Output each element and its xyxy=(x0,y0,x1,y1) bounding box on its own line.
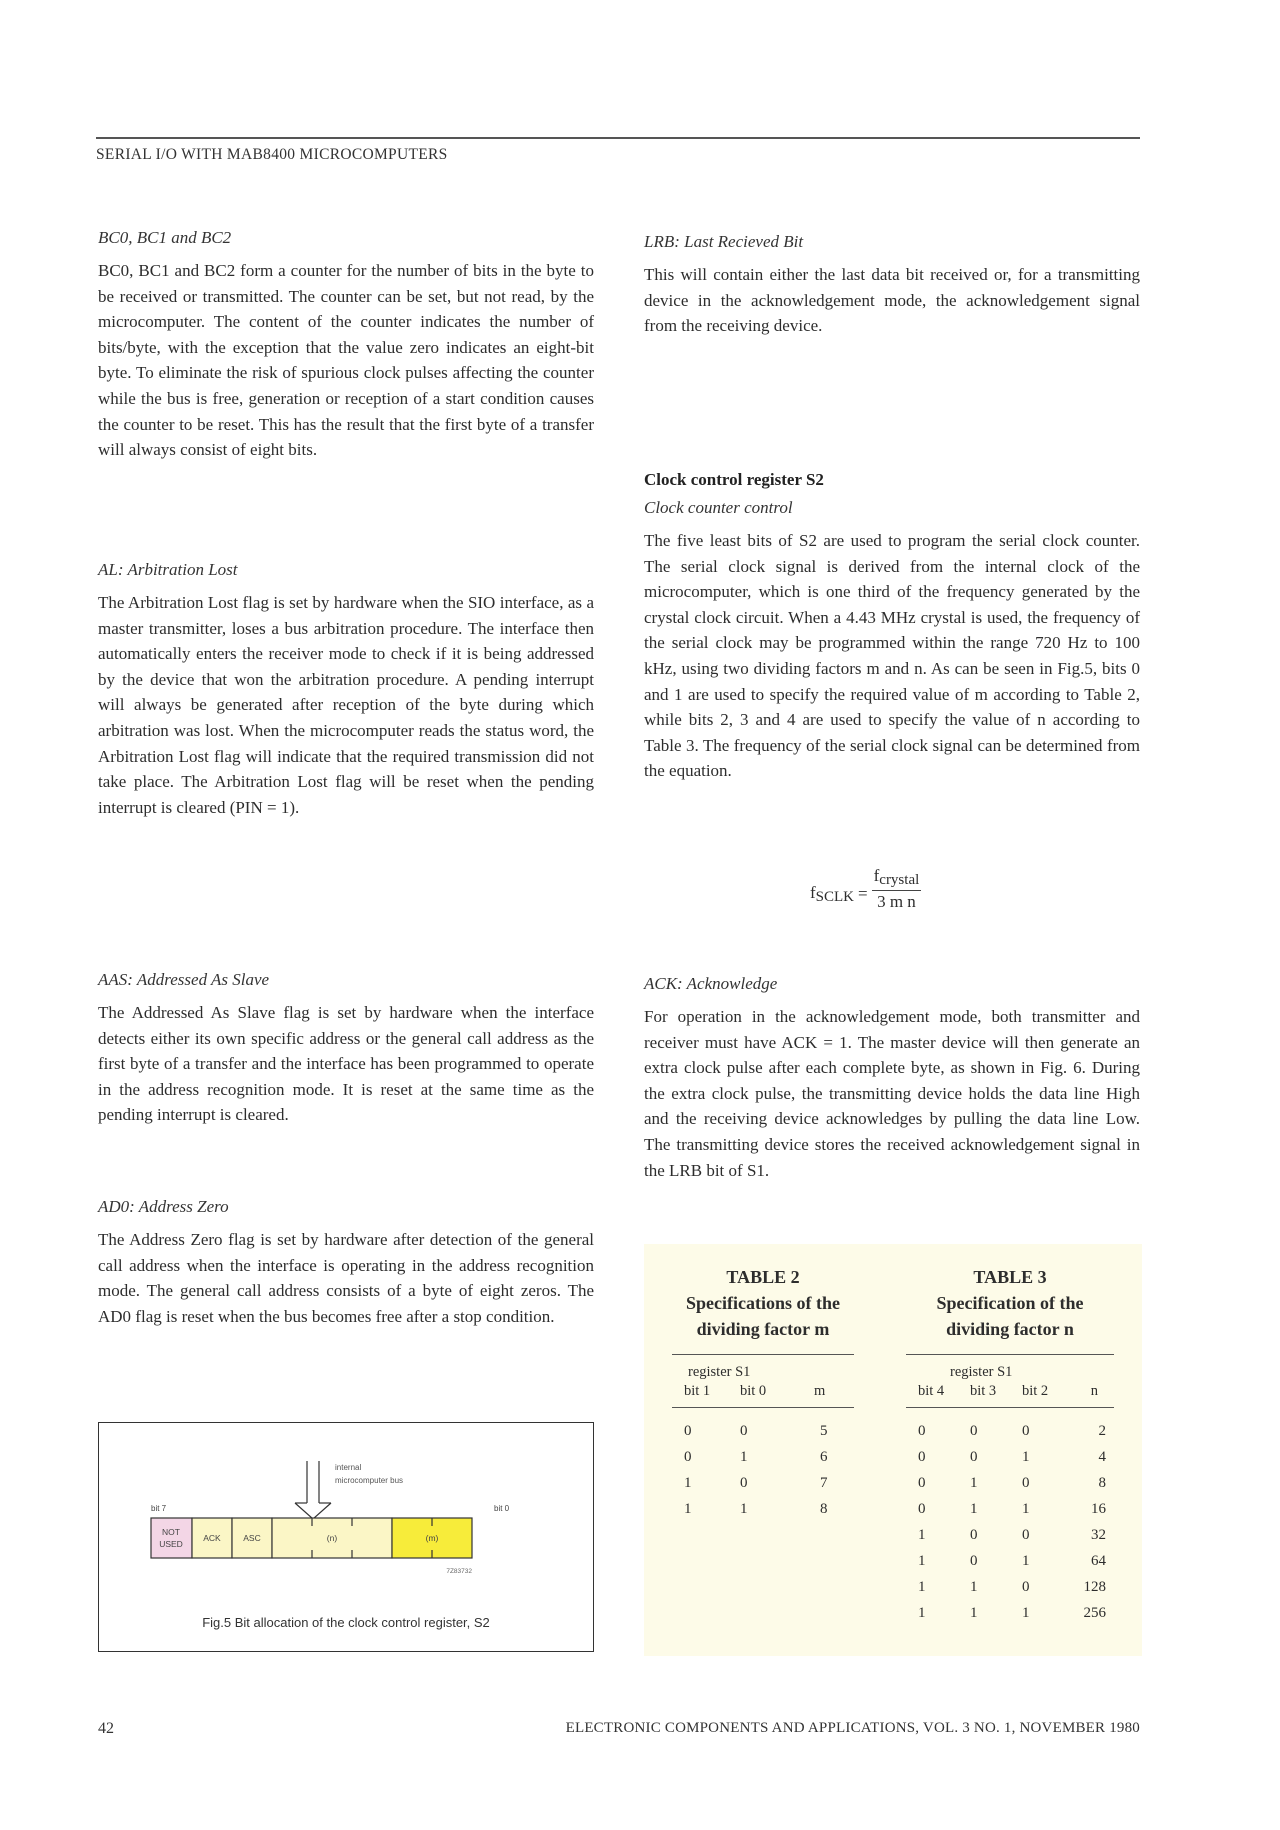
section-heading: Clock control register S2 xyxy=(644,470,824,489)
equation-lhs xyxy=(810,873,854,906)
table-3-group-header: register S1 xyxy=(950,1364,1013,1380)
table-2-cell: 5 xyxy=(820,1423,828,1439)
table-3-cell: 1 xyxy=(918,1605,926,1621)
table-2-cell: 1 xyxy=(740,1501,748,1517)
table-3-top-rule xyxy=(906,1354,1114,1355)
table-3-cell: 0 xyxy=(918,1501,926,1517)
table-2-row xyxy=(672,1444,854,1470)
tables-panel xyxy=(644,1244,1142,1656)
section-body: The Address Zero flag is set by hardware after detection of the general call address when the interface is operating in the address recognition mode. The general call address consists of a byte of eight zeros. The AD0 flag is reset when the bus becomes free after a stop condition. xyxy=(98,1230,594,1326)
table-3-row xyxy=(906,1470,1114,1496)
figure-5 xyxy=(98,1422,594,1652)
section-bc-counter xyxy=(98,228,594,463)
section-address-zero xyxy=(98,1197,594,1329)
table-3-row xyxy=(906,1548,1114,1574)
section-body: The Addressed As Slave flag is set by hardware when the interface detects either its own specific address or the general call address as the first byte of a transfer and the interface has been programmed to operate in the address recognition mode. It is reset at the same time as the pending interrupt is cleared. xyxy=(98,1003,594,1125)
table-3-cell: 128 xyxy=(1083,1579,1106,1595)
table-3-caption-line1: Specification of the xyxy=(936,1293,1084,1313)
section-title: AD0: Address Zero xyxy=(98,1197,229,1216)
section-subheading: Clock counter control xyxy=(644,498,793,517)
table-2 xyxy=(672,1264,854,1522)
cell-not-used-label1: NOT xyxy=(162,1527,180,1537)
table-3-caption-line2: dividing factor n xyxy=(946,1319,1074,1339)
equation-num-sub: crystal xyxy=(879,872,920,888)
table-2-header-rule xyxy=(672,1407,854,1408)
table-2-row xyxy=(672,1496,854,1522)
table-2-group-header: register S1 xyxy=(688,1364,751,1380)
table-3-cell: 0 xyxy=(970,1423,978,1439)
section-arbitration-lost xyxy=(98,560,594,820)
table-3-cell: 0 xyxy=(918,1449,926,1465)
table-2-title xyxy=(672,1264,854,1342)
table-2-cell: 1 xyxy=(684,1475,692,1491)
table-3-cell: 1 xyxy=(918,1553,926,1569)
table-3-col-bit3: bit 3 xyxy=(970,1383,997,1399)
table-2-cell: 0 xyxy=(740,1423,748,1439)
cell-n-label: (n) xyxy=(326,1533,338,1543)
table-3-row xyxy=(906,1600,1114,1626)
section-title: AL: Arbitration Lost xyxy=(98,560,238,579)
section-addressed-as-slave xyxy=(98,970,594,1128)
bus-label-line1: internal xyxy=(335,1463,362,1472)
equation-lhs-f: f xyxy=(810,882,816,902)
table-2-row xyxy=(672,1470,854,1496)
table-3-cell: 0 xyxy=(970,1553,978,1569)
table-2-cell: 1 xyxy=(740,1449,748,1465)
table-3-cell: 1 xyxy=(1022,1605,1030,1621)
table-3-title xyxy=(906,1264,1114,1342)
bit0-label: bit 0 xyxy=(494,1504,510,1513)
table-2-cell: 8 xyxy=(820,1501,828,1517)
table-3-cell: 1 xyxy=(918,1527,926,1543)
cell-asc-label: ASC xyxy=(243,1533,261,1543)
table-3-cell: 0 xyxy=(1022,1475,1030,1491)
table-2-cell: 6 xyxy=(820,1449,828,1465)
table-3-cell: 1 xyxy=(1022,1553,1030,1569)
table-3-cell: 256 xyxy=(1083,1605,1106,1621)
table-3-row xyxy=(906,1574,1114,1600)
table-3-cell: 16 xyxy=(1091,1501,1106,1517)
table-3-cell: 64 xyxy=(1091,1553,1106,1569)
table-3-cell: 0 xyxy=(918,1423,926,1439)
page-number: 42 xyxy=(98,1720,114,1737)
table-2-cell: 0 xyxy=(684,1449,692,1465)
figure-code: 7Z83732 xyxy=(446,1568,472,1575)
section-title: ACK: Acknowledge xyxy=(644,974,778,993)
table-3-cell: 0 xyxy=(970,1449,978,1465)
section-acknowledge xyxy=(644,974,1140,1183)
equation-equals: = xyxy=(858,884,868,903)
table-3-row xyxy=(906,1522,1114,1548)
section-body: For operation in the acknowledgement mode, both transmitter and receiver must have ACK = 1. The master device will then generate an extra clock pulse after each complete byte, as shown in Fig. 6. During the extra clock pulse, the transmitting device holds the data line High and the receiving device acknowledges by pulling the data line Low. The transmitting device stores the received acknowledgement signal in the LRB bit of S1. xyxy=(644,1007,1140,1180)
table-3-body xyxy=(906,1418,1114,1626)
table-3-number: TABLE 3 xyxy=(973,1267,1047,1287)
table-2-top-rule xyxy=(672,1354,854,1355)
cell-ack-label: ACK xyxy=(203,1533,221,1543)
equation-lhs-sub: SCLK xyxy=(815,888,855,905)
table-3-cell: 1 xyxy=(918,1579,926,1595)
table-3 xyxy=(906,1264,1114,1626)
equation-num-f: f xyxy=(873,866,880,885)
table-2-col-bit1: bit 1 xyxy=(684,1383,711,1399)
figure-caption: Fig.5 Bit allocation of the clock control register, S2 xyxy=(202,1615,490,1630)
table-2-cell: 7 xyxy=(820,1475,828,1491)
equation-fraction xyxy=(872,866,922,912)
publication-footer: ELECTRONIC COMPONENTS AND APPLICATIONS, VOL. 3 NO. 1, NOVEMBER 1980 xyxy=(565,1720,1140,1736)
table-2-caption-line2: dividing factor m xyxy=(696,1319,830,1339)
table-3-cell: 0 xyxy=(918,1475,926,1491)
table-3-cell: 2 xyxy=(1098,1423,1106,1439)
table-2-cell: 0 xyxy=(684,1423,692,1439)
table-3-row xyxy=(906,1418,1114,1444)
table-2-col-m: m xyxy=(814,1383,826,1399)
clock-equation xyxy=(810,866,921,912)
table-3-col-bit4: bit 4 xyxy=(918,1383,945,1399)
table-2-cell: 1 xyxy=(684,1501,692,1517)
register-cell-not-used xyxy=(151,1518,192,1558)
table-3-cell: 1 xyxy=(970,1501,978,1517)
table-2-caption-line1: Specifications of the xyxy=(686,1293,840,1313)
table-3-cell: 1 xyxy=(1022,1501,1030,1517)
section-title: LRB: Last Recieved Bit xyxy=(644,232,804,251)
running-header: SERIAL I/O WITH MAB8400 MICROCOMPUTERS xyxy=(96,146,448,163)
table-3-col-n: n xyxy=(1090,1383,1098,1399)
equation-numerator xyxy=(872,866,922,891)
table-3-cell: 0 xyxy=(970,1527,978,1543)
table-3-cell: 0 xyxy=(1022,1423,1030,1439)
cell-m-label: (m) xyxy=(425,1533,439,1543)
table-3-row xyxy=(906,1496,1114,1522)
equation-denominator: 3 m n xyxy=(877,892,916,911)
table-3-cell: 1 xyxy=(970,1579,978,1595)
table-3-cell: 1 xyxy=(970,1475,978,1491)
section-body: BC0, BC1 and BC2 form a counter for the number of bits in the byte to be received or transmitted. The counter can be set, but not read, by the microcomputer. The content of the counter indicates the number of bits/byte, with the exception that the value zero indicates an eight-bit byte. To eliminate the risk of spurious clock pulses affecting the counter while the bus is free, generation or reception of a start condition causes the counter to be reset. This has the result that the first byte of a transfer will always consist of eight bits. xyxy=(98,261,594,460)
bus-label-line2: microcomputer bus xyxy=(335,1476,404,1485)
cell-not-used-label2: USED xyxy=(159,1539,183,1549)
table-3-cell: 8 xyxy=(1098,1475,1106,1491)
table-3-cell: 1 xyxy=(970,1605,978,1621)
bus-arrow-icon xyxy=(295,1461,331,1519)
bit7-label: bit 7 xyxy=(151,1504,167,1513)
section-title: AAS: Addressed As Slave xyxy=(98,970,270,989)
section-clock-control xyxy=(644,470,1140,784)
table-2-body xyxy=(672,1418,854,1522)
section-body: This will contain either the last data bit received or, for a transmitting device in the acknowledgement mode, the acknowledgement signal from the receiving device. xyxy=(644,265,1140,336)
table-3-cell: 0 xyxy=(1022,1527,1030,1543)
table-3-cell: 0 xyxy=(1022,1579,1030,1595)
table-2-header xyxy=(672,1363,854,1401)
table-3-cell: 4 xyxy=(1098,1449,1106,1465)
section-last-received-bit xyxy=(644,232,1140,339)
section-body: The five least bits of S2 are used to program the serial clock counter. The serial clock signal is derived from the internal clock of the microcomputer, which is one third of the frequency generated by the crystal clock circuit. When a 4.43 MHz crystal is used, the frequency of the serial clock may be programmed within the range 720 Hz to 100 kHz, using two dividing factors m and n. As can be seen in Fig.5, bits 0 and 1 are used to specify the required value of m according to Table 2, while bits 2, 3 and 4 are used to specify the value of n according to Table 3. The frequency of the serial clock signal can be determined from the equation. xyxy=(644,531,1140,781)
table-2-number: TABLE 2 xyxy=(726,1267,800,1287)
table-2-col-bit0: bit 0 xyxy=(740,1383,767,1399)
table-2-row xyxy=(672,1418,854,1444)
table-3-header-rule xyxy=(906,1407,1114,1408)
table-3-cell: 1 xyxy=(1022,1449,1030,1465)
table-3-col-bit2: bit 2 xyxy=(1022,1383,1049,1399)
section-title: BC0, BC1 and BC2 xyxy=(98,228,232,247)
header-rule xyxy=(96,137,1140,139)
section-body: The Arbitration Lost flag is set by hardware when the SIO interface, as a master transmitter, loses a bus arbitration procedure. The interface then automatically enters the receiver mode to check if it is being addressed by the device that won the arbitration procedure. A pending interrupt will always be generated after reception of the byte during which arbitration was lost. When the microcomputer reads the status word, the Arbitration Lost flag will indicate that the required transmission did not take place. The Arbitration Lost flag will be reset when the pending interrupt is cleared (PIN = 1). xyxy=(98,593,594,817)
table-3-cell: 32 xyxy=(1091,1527,1106,1543)
table-3-header xyxy=(906,1363,1114,1401)
table-3-row xyxy=(906,1444,1114,1470)
table-2-cell: 0 xyxy=(740,1475,748,1491)
